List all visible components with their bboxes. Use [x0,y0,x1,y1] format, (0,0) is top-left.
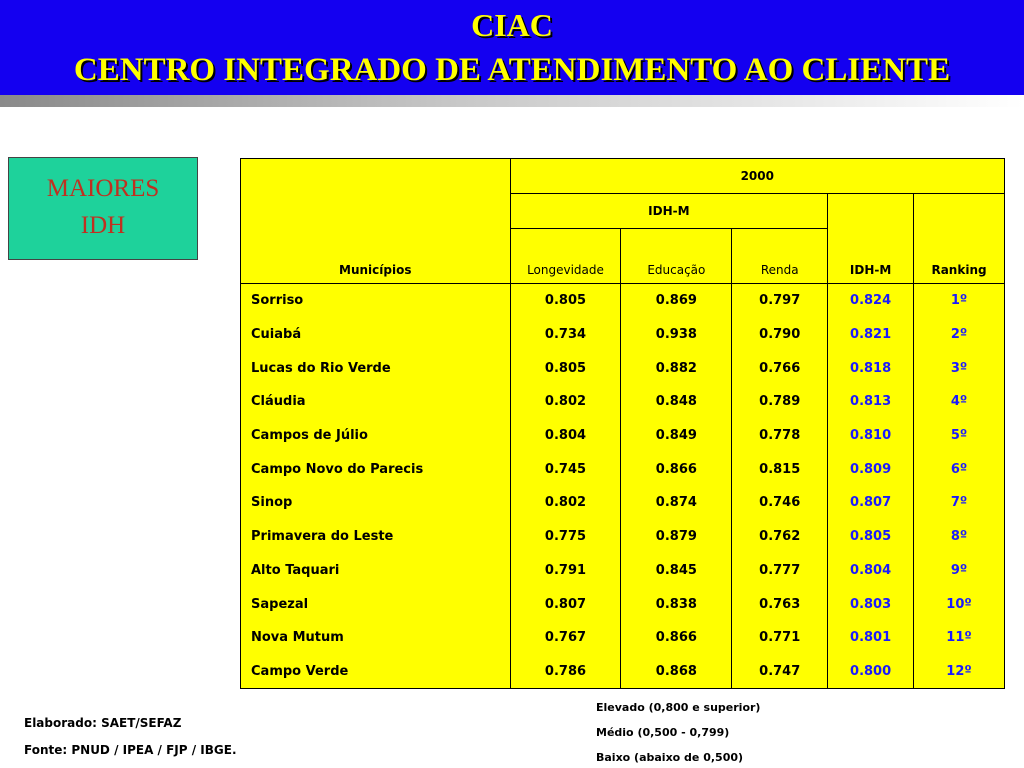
cell-ranking: 7º [914,486,1005,520]
cell-educacao: 0.866 [621,452,732,486]
cell-idhm: 0.805 [828,520,914,554]
cell-municipio: Cláudia [241,385,511,419]
cell-idhm: 0.818 [828,351,914,385]
cell-municipio: Campo Novo do Parecis [241,452,511,486]
header-banner [0,0,1024,95]
cell-educacao: 0.845 [621,554,732,588]
cell-renda: 0.762 [732,520,828,554]
page-title: CIAC [471,7,553,43]
cell-ranking: 12º [914,655,1005,689]
cell-municipio: Primavera do Leste [241,520,511,554]
cell-municipio: Alto Taquari [241,554,511,588]
cell-longevidade: 0.786 [510,655,621,689]
cell-ranking: 1º [914,284,1005,318]
cell-ranking: 9º [914,554,1005,588]
table-row [241,385,1005,419]
cell-municipio: Sapezal [241,587,511,621]
cell-renda: 0.771 [732,621,828,655]
header-municipios: Municípios [241,159,511,284]
cell-educacao: 0.849 [621,419,732,453]
cell-renda: 0.747 [732,655,828,689]
header-ranking: Ranking [914,194,1005,284]
table-row [241,587,1005,621]
cell-municipio: Campo Verde [241,655,511,689]
cell-longevidade: 0.791 [510,554,621,588]
legend-medio: Médio (0,500 - 0,799) [596,726,730,739]
table-body [241,284,1005,689]
cell-renda: 0.790 [732,318,828,352]
cell-renda: 0.746 [732,486,828,520]
table-row [241,419,1005,453]
cell-longevidade: 0.805 [510,351,621,385]
cell-municipio: Sinop [241,486,511,520]
table-row [241,554,1005,588]
cell-educacao: 0.879 [621,520,732,554]
cell-idhm: 0.809 [828,452,914,486]
legend-baixo: Baixo (abaixo de 0,500) [596,751,744,764]
cell-longevidade: 0.767 [510,621,621,655]
header-idhm-group: IDH-M [510,194,828,229]
cell-longevidade: 0.804 [510,419,621,453]
cell-ranking: 3º [914,351,1005,385]
cell-educacao: 0.866 [621,621,732,655]
table-row [241,520,1005,554]
table-row [241,284,1005,318]
cell-idhm: 0.807 [828,486,914,520]
fonte-note: Fonte: PNUD / IPEA / FJP / IBGE. [24,743,237,757]
cell-longevidade: 0.802 [510,385,621,419]
cell-municipio: Campos de Júlio [241,419,511,453]
cell-idhm: 0.800 [828,655,914,689]
table-row [241,318,1005,352]
cell-idhm: 0.824 [828,284,914,318]
legend-elevado: Elevado (0,800 e superior) [596,701,761,714]
cell-longevidade: 0.745 [510,452,621,486]
cell-municipio: Sorriso [241,284,511,318]
header-longevidade: Longevidade [510,229,621,284]
cell-renda: 0.766 [732,351,828,385]
gradient-divider [0,95,1024,107]
cell-ranking: 10º [914,587,1005,621]
cell-ranking: 8º [914,520,1005,554]
cell-idhm: 0.821 [828,318,914,352]
badge-line2: IDH [80,212,126,239]
cell-ranking: 6º [914,452,1005,486]
cell-municipio: Nova Mutum [241,621,511,655]
idh-table [240,158,1005,689]
cell-longevidade: 0.802 [510,486,621,520]
cell-educacao: 0.868 [621,655,732,689]
cell-longevidade: 0.734 [510,318,621,352]
cell-municipio: Cuiabá [241,318,511,352]
maiores-idh-badge [8,157,198,260]
cell-renda: 0.815 [732,452,828,486]
cell-municipio: Lucas do Rio Verde [241,351,511,385]
cell-renda: 0.778 [732,419,828,453]
cell-ranking: 4º [914,385,1005,419]
table-row [241,351,1005,385]
table-row [241,486,1005,520]
cell-educacao: 0.838 [621,587,732,621]
cell-ranking: 5º [914,419,1005,453]
cell-longevidade: 0.805 [510,284,621,318]
cell-renda: 0.797 [732,284,828,318]
header-year: 2000 [510,159,1004,194]
cell-renda: 0.777 [732,554,828,588]
cell-educacao: 0.869 [621,284,732,318]
cell-educacao: 0.882 [621,351,732,385]
table-row [241,452,1005,486]
cell-idhm: 0.803 [828,587,914,621]
cell-ranking: 11º [914,621,1005,655]
header-renda: Renda [732,229,828,284]
cell-renda: 0.789 [732,385,828,419]
cell-educacao: 0.938 [621,318,732,352]
cell-renda: 0.763 [732,587,828,621]
header-educacao: Educação [621,229,732,284]
cell-idhm: 0.804 [828,554,914,588]
table-row [241,655,1005,689]
header-idhm: IDH-M [828,194,914,284]
badge-line1: MAIORES [46,175,160,202]
cell-idhm: 0.813 [828,385,914,419]
cell-idhm: 0.801 [828,621,914,655]
table-row [241,621,1005,655]
elaborado-note: Elaborado: SAET/SEFAZ [24,716,182,730]
cell-idhm: 0.810 [828,419,914,453]
cell-longevidade: 0.775 [510,520,621,554]
cell-longevidade: 0.807 [510,587,621,621]
cell-educacao: 0.874 [621,486,732,520]
cell-ranking: 2º [914,318,1005,352]
cell-educacao: 0.848 [621,385,732,419]
page-subtitle: CENTRO INTEGRADO DE ATENDIMENTO AO CLIENTE [73,52,951,88]
